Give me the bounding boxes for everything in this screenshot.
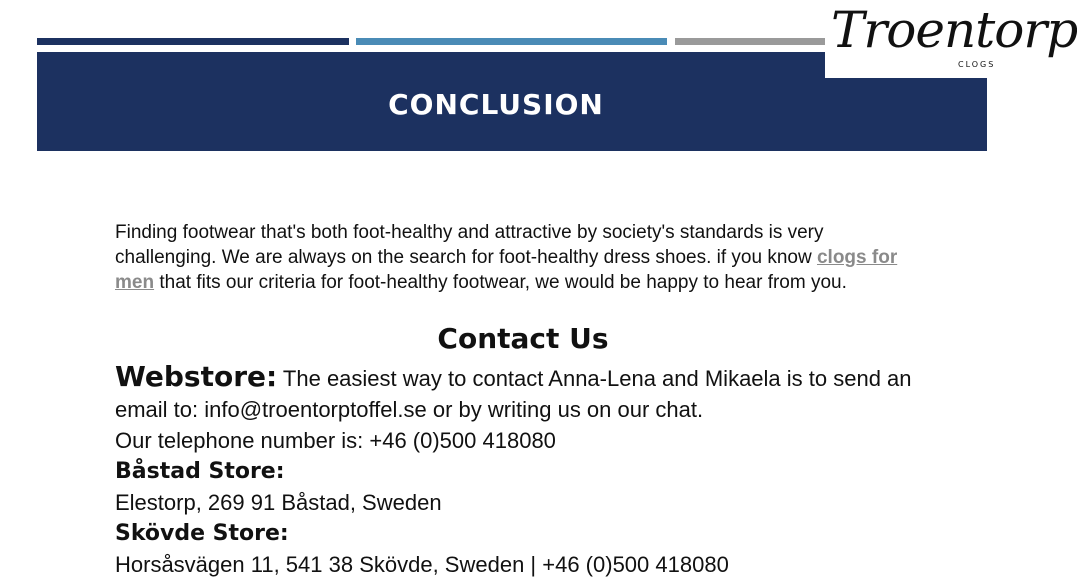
webstore-label: Webstore: (115, 360, 278, 393)
clogs-for-men-link[interactable]: clogs for men (115, 247, 898, 293)
bastad-address: Elestorp, 269 91 Båstad, Sweden (115, 490, 442, 515)
intro-text-end: that fits our criteria for foot-healthy footwear, we would be happy to hear from you. (154, 272, 847, 293)
logo-subtitle: CLOGS (958, 60, 996, 69)
webstore-line (115, 361, 955, 394)
intro-paragraph (115, 220, 915, 295)
accent-stripe-gray (675, 38, 827, 45)
email-line: email to: info@troentorptoffel.se or by writing us on our chat. (115, 397, 704, 422)
logo-wordmark: Troentorp (831, 1, 1077, 59)
accent-stripe-blue (356, 38, 667, 45)
brand-logo (825, 0, 1077, 78)
bastad-store-label: Båstad Store: (115, 459, 285, 484)
skovde-store-label: Skövde Store: (115, 521, 289, 546)
accent-stripe-navy (37, 38, 349, 45)
contact-section (115, 361, 955, 580)
webstore-text: The easiest way to contact Anna-Lena and Mikaela is to send an (277, 366, 912, 391)
intro-text-start: Finding footwear that's both foot-healthy and attractive by society's standards is very challenging. We are always on the search for foot-healthy dress shoes. if you know (115, 222, 824, 268)
slide-title: CONCLUSION (388, 88, 604, 121)
skovde-address: Horsåsvägen 11, 541 38 Skövde, Sweden | +46 (0)500 418080 (115, 552, 729, 577)
phone-line: Our telephone number is: +46 (0)500 418080 (115, 428, 556, 453)
contact-heading: Contact Us (437, 322, 609, 355)
